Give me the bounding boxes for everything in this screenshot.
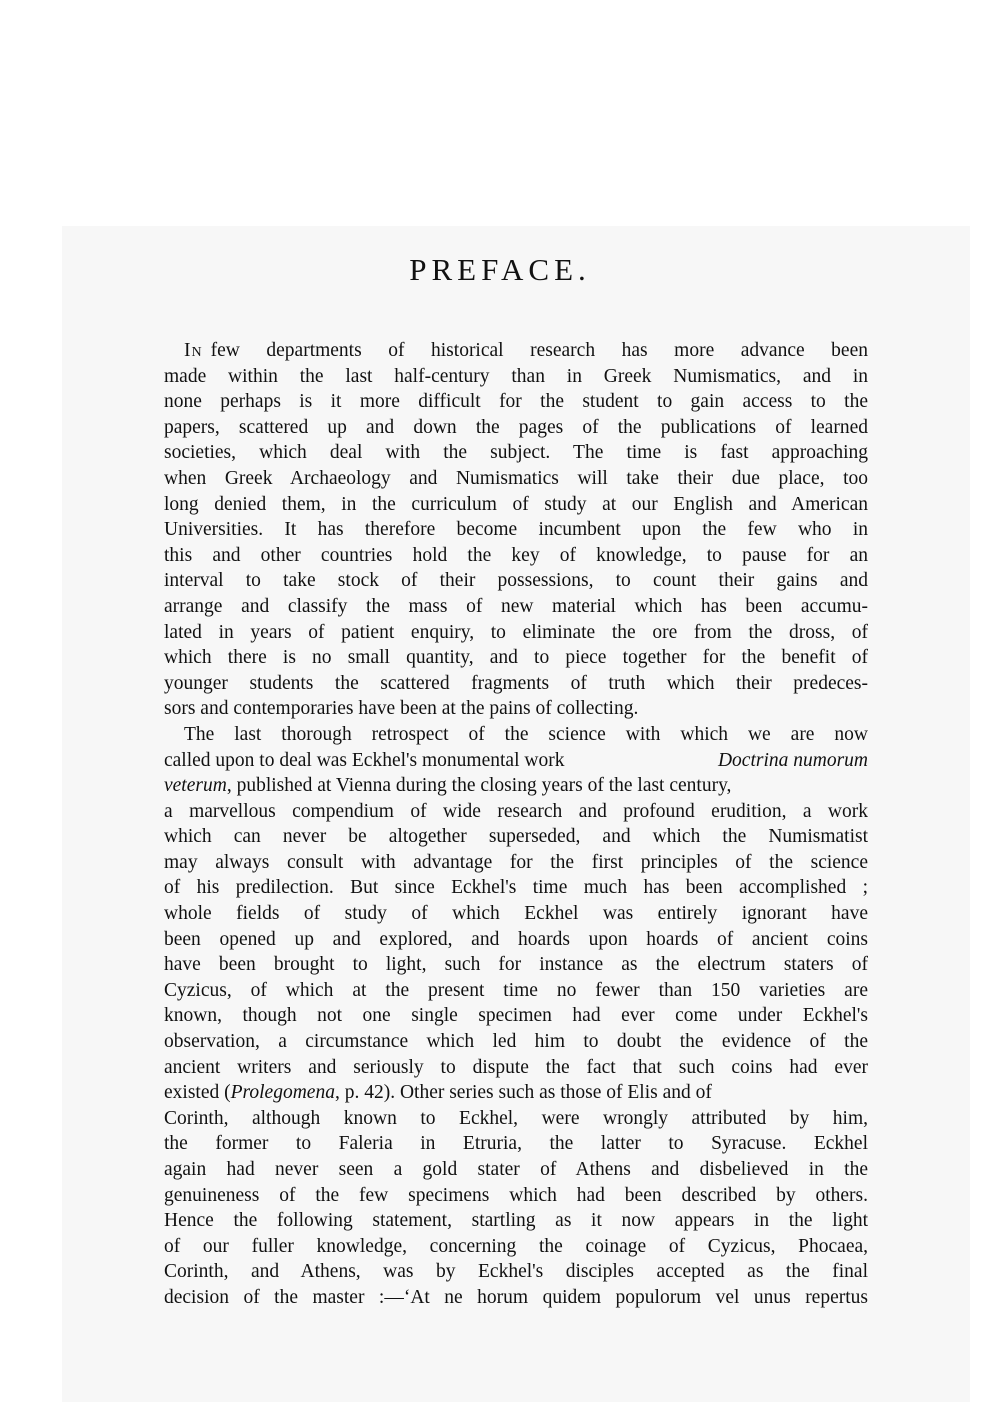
text-line: ancient writers and seriously to dispute the fact that such coins had ever [164, 1056, 868, 1078]
text-line: known, though not one single specimen had ever come under Eckhel's [164, 1005, 868, 1027]
text-line: this and other countries hold the key of knowledge, to pause for an [164, 544, 868, 566]
text-line: may always consult with advantage for the first principles of the science [164, 851, 868, 873]
page-title: PREFACE. [409, 252, 591, 287]
text-segment: , published at Vienna during the closing years of the last century, [226, 775, 732, 797]
text-line: decision of the master :—‘At ne horum quidem populorum vel unus repertus [164, 1286, 868, 1308]
text-line: again had never seen a gold stater of Athens and disbelieved in the [164, 1159, 868, 1180]
italic-title: Prolegomena [230, 1082, 335, 1104]
text-line: Corinth, although known to Eckhel, were wrongly attributed by him, [164, 1107, 868, 1129]
text-line: have been brought to light, such for instance as the electrum staters of [164, 954, 868, 976]
text-line: long denied them, in the curriculum of study at our English and American [164, 493, 868, 515]
text-segment: called upon to deal was Eckhel's monumental work [164, 749, 565, 771]
text-line: arrange and classify the mass of new material which has been accumu- [164, 595, 868, 617]
text-line: of his predilection. But since Eckhel's time much has been accomplished ; [164, 877, 868, 899]
text-line: Corinth, and Athens, was by Eckhel's disciples accepted as the final [164, 1261, 868, 1283]
text-line: which there is no small quantity, and to piece together for the benefit of [164, 647, 868, 669]
text-line: been opened up and explored, and hoards upon hoards of ancient coins [164, 928, 868, 950]
text-line: Cyzicus, of which at the present time no fewer than 150 varieties are [164, 979, 868, 1001]
italic-title: Doctrina numorum [717, 749, 868, 771]
text-line: none perhaps is it more difficult for the student to gain access to the [164, 391, 868, 413]
text-line: younger students the scattered fragments of truth which their predeces- [164, 672, 868, 694]
text-line: genuineness of the few specimens which had been described by others. [164, 1184, 868, 1206]
text-line: few departments of historical research has more advance been [210, 340, 868, 361]
text-segment: existed ( [164, 1082, 231, 1104]
text-line: the former to Faleria in Etruria, the latter to Syracuse. Eckhel [164, 1133, 868, 1155]
italic-title: veterum [164, 775, 227, 797]
text-line: which can never be altogether superseded, and which the Numismatist [164, 826, 868, 848]
text-line: whole fields of study of which Eckhel was entirely ignorant have [164, 903, 868, 925]
paragraph-2-first-line: The last thorough retrospect of the science with which we are now [184, 723, 868, 745]
paragraph-1-first-line [164, 338, 868, 364]
text-line: a marvellous compendium of wide research and profound erudition, a work [164, 800, 868, 822]
text-line [164, 773, 868, 799]
text-line: Hence the following statement, startling as it now appears in the light [164, 1210, 868, 1232]
text-line [164, 748, 868, 774]
text-line: made within the last half-century than in Greek Numismatics, and in [164, 365, 868, 387]
text-segment: , p. 42). Other series such as those of Elis and of [334, 1082, 712, 1104]
text-line: when Greek Archaeology and Numismatics will take their due place, too [164, 467, 868, 489]
text-line: Universities. It has therefore become incumbent upon the few who in [164, 519, 868, 541]
text-line: lated in years of patient enquiry, to eliminate the ore from the dross, of [164, 621, 868, 643]
preface-body [164, 338, 868, 1311]
text-line: interval to take stock of their possessions, to count their gains and [164, 570, 868, 592]
drop-cap: In [184, 340, 203, 361]
text-line: of our fuller knowledge, concerning the coinage of Cyzicus, Phocaea, [164, 1235, 868, 1257]
text-line: sors and contemporaries have been at the pains of collecting. [164, 698, 639, 720]
text-line: societies, which deal with the subject. The time is fast approaching [164, 442, 868, 464]
text-line: observation, a circumstance which led him to doubt the evidence of the [164, 1031, 868, 1053]
text-line [164, 1080, 868, 1106]
text-line: papers, scattered up and down the pages of the publications of learned [164, 416, 868, 438]
